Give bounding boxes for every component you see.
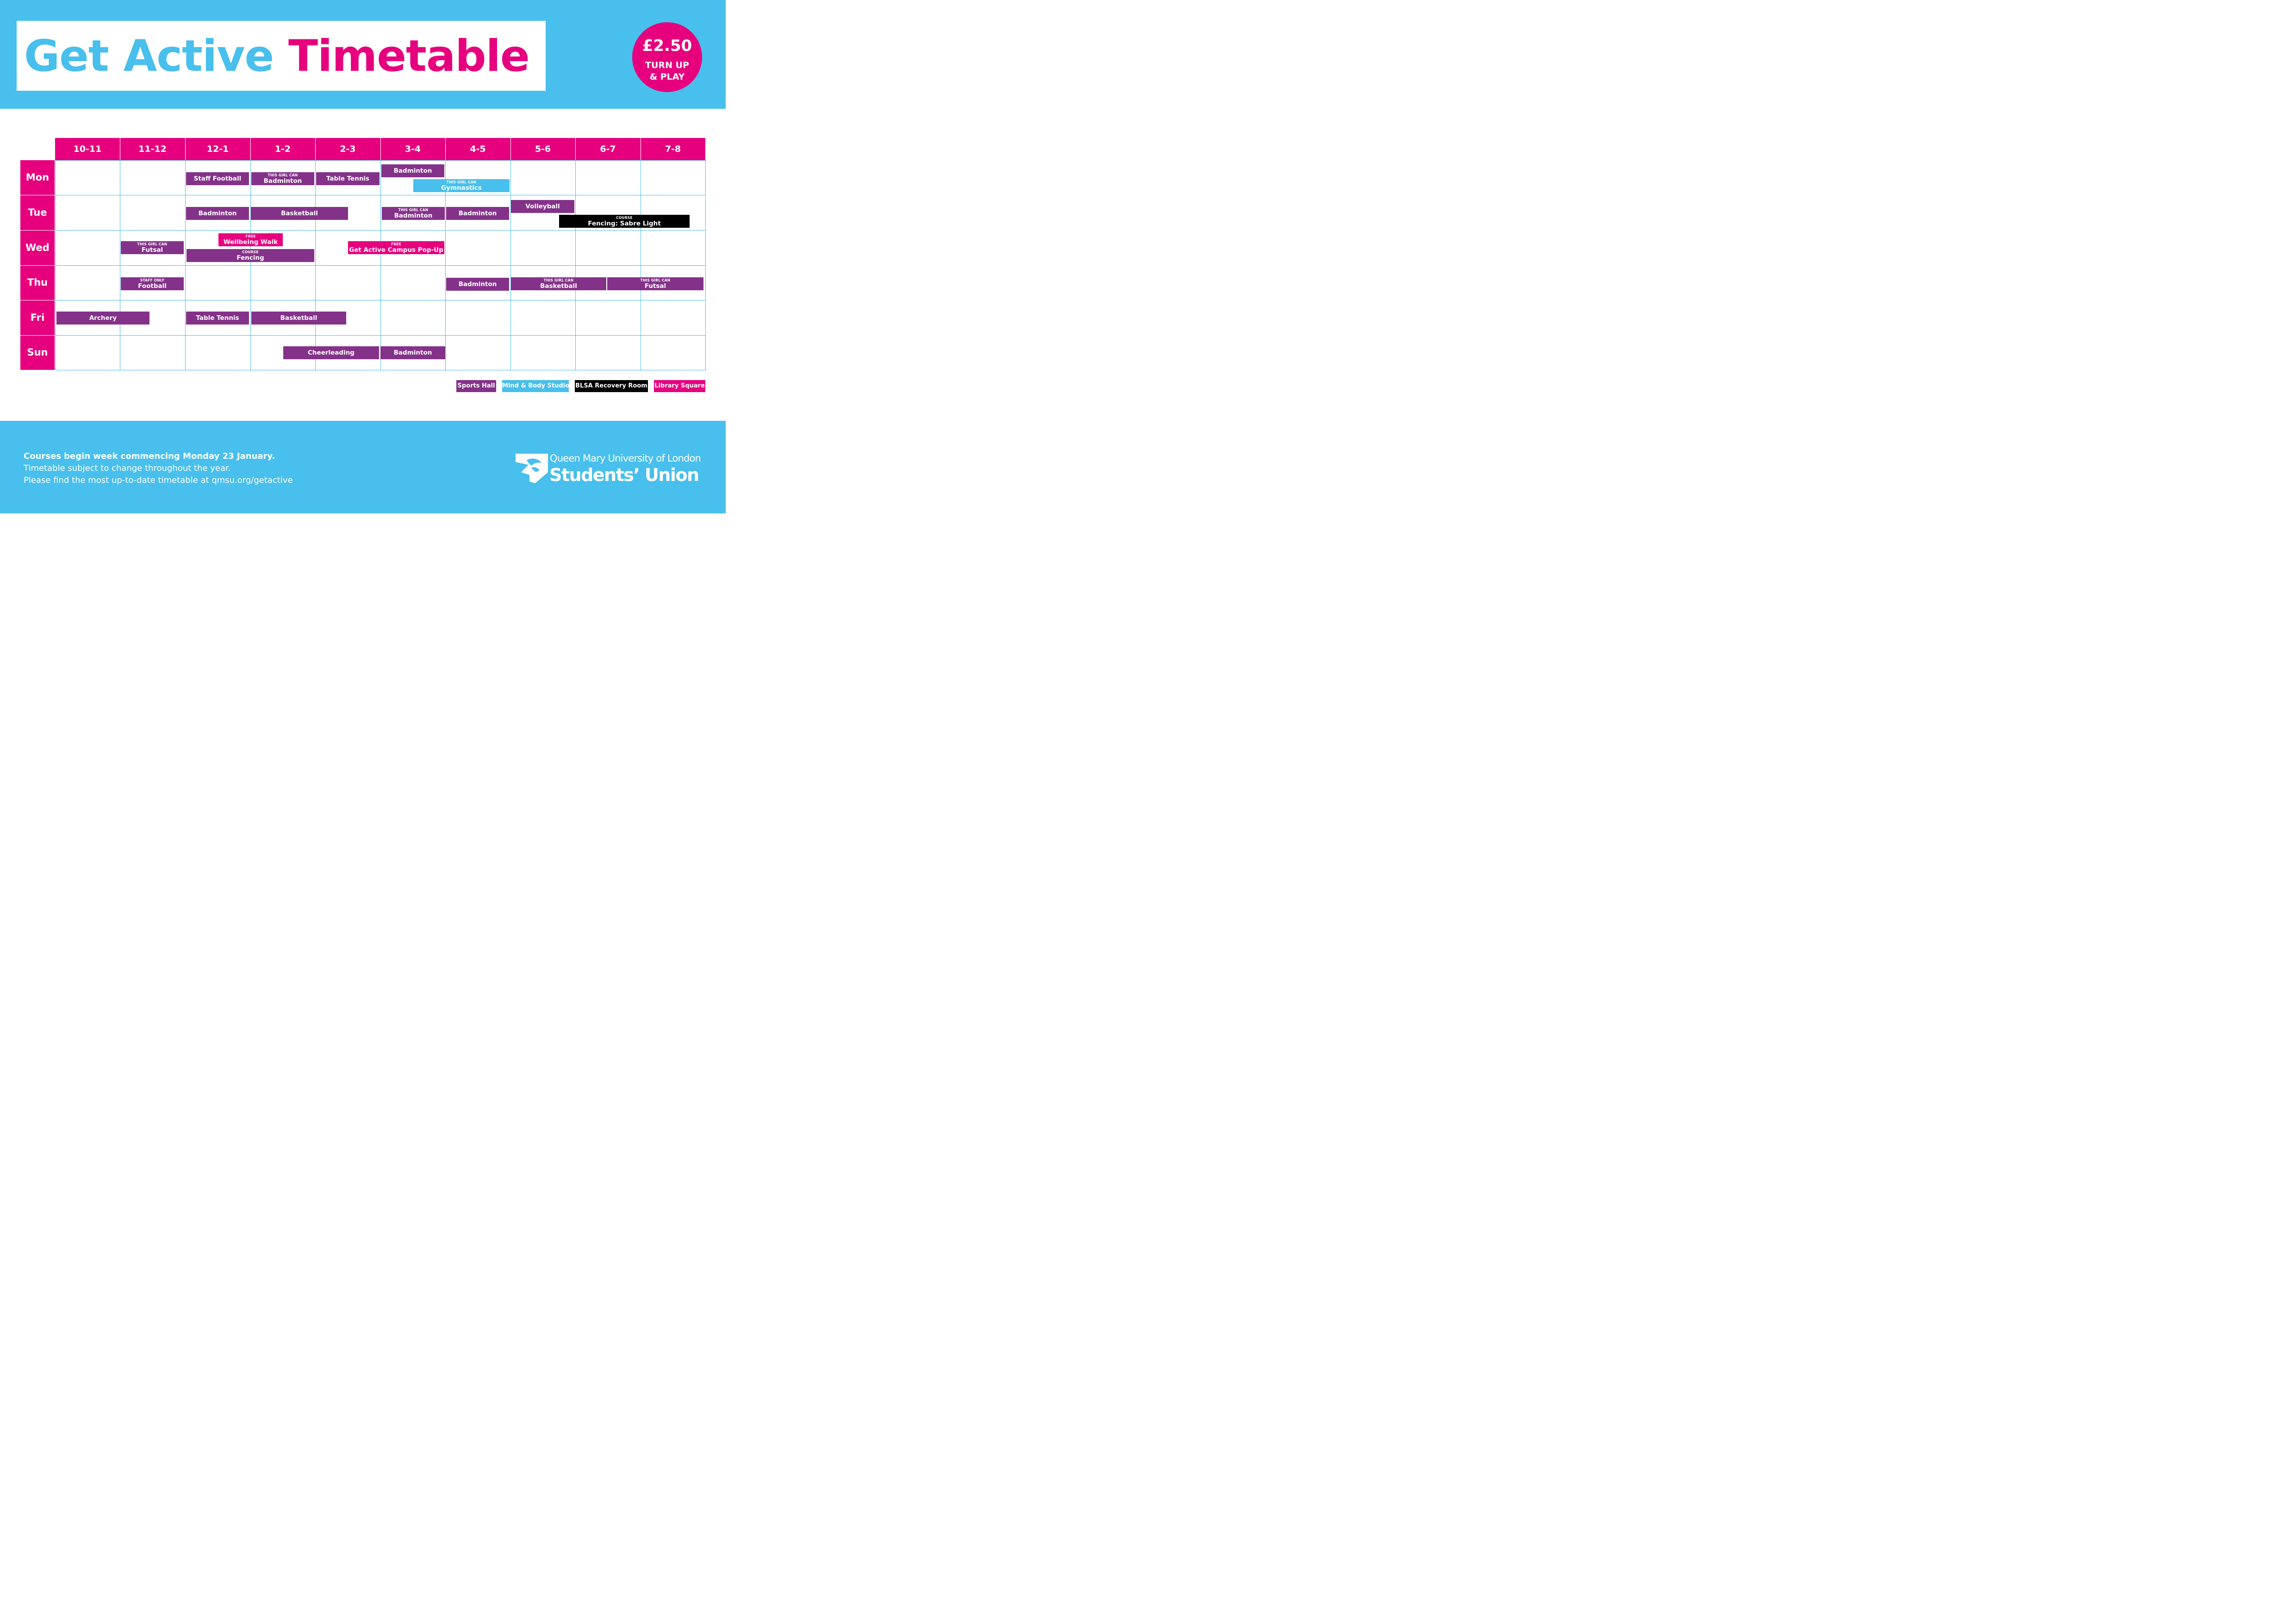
event-tag: THIS GIRL CAN	[398, 208, 429, 212]
header-divider	[380, 138, 381, 160]
day-label: Sun	[20, 335, 55, 370]
legend-library-square: Library Square	[654, 380, 705, 392]
title-part-2: Timetable	[288, 31, 529, 81]
legend-sports-hall: Sports Hall	[456, 380, 496, 392]
grid-cell	[510, 160, 576, 195]
time-slot-header: 2-3	[315, 138, 380, 160]
title-part-1: Get Active	[24, 31, 274, 81]
grid-cell	[510, 300, 576, 336]
page-title	[24, 29, 529, 84]
grid-cell	[641, 335, 706, 370]
day-label: Thu	[20, 265, 55, 300]
event-thu-football-staff-only	[121, 277, 184, 290]
event-name: Volleyball	[525, 203, 560, 210]
grid-cell	[575, 335, 641, 370]
grid-cell	[55, 195, 120, 231]
grid-cell	[641, 160, 706, 195]
event-mon-gymnastics	[413, 179, 510, 192]
day-label: Tue	[20, 195, 55, 230]
header-divider	[250, 138, 251, 160]
event-name: Football	[138, 282, 167, 290]
grid-cell	[380, 265, 446, 300]
footer-change-note: Timetable subject to change throughout the year.	[24, 463, 231, 473]
grid-cell	[445, 300, 511, 336]
event-name: Badminton	[393, 349, 432, 356]
event-name: Badminton	[458, 281, 497, 288]
event-tue-badminton-this-girl-can	[382, 207, 445, 220]
event-tag: STAFF ONLY	[140, 278, 165, 282]
event-tue-badminton-evening	[446, 207, 509, 220]
time-slot-header: 11-12	[120, 138, 185, 160]
grid-cell	[55, 265, 120, 300]
event-tue-basketball	[251, 207, 348, 220]
footer-url-note: Please find the most up-to-date timetable at qmsu.org/getactive	[24, 475, 293, 485]
event-wed-wellbeing-walk	[218, 233, 283, 246]
event-fri-archery	[56, 312, 149, 325]
event-tue-volleyball	[511, 200, 574, 213]
day-label: Mon	[20, 160, 55, 195]
event-wed-fencing-course	[187, 249, 314, 262]
header-divider	[185, 138, 186, 160]
grid-cell	[445, 230, 511, 266]
time-slot-header: 5-6	[510, 138, 575, 160]
grid-cell	[55, 230, 120, 266]
event-name: Get Active Campus Pop-Up	[349, 246, 443, 254]
event-tag: COURSE	[616, 216, 633, 220]
event-name: Basketball	[280, 314, 317, 322]
time-slot-header: 7-8	[641, 138, 705, 160]
logo-students-union: Students’ Union	[549, 465, 699, 485]
grid-cell	[575, 300, 641, 336]
grid-cell	[185, 265, 251, 300]
event-tag: THIS GIRL CAN	[268, 173, 298, 177]
event-name: Badminton	[263, 177, 302, 185]
time-slot-header: 1-2	[250, 138, 315, 160]
event-mon-table-tennis	[316, 172, 380, 185]
footer-courses-note: Courses begin week commencing Monday 23 January.	[24, 451, 275, 461]
event-tue-badminton	[186, 207, 249, 220]
event-fri-basketball	[251, 312, 346, 325]
event-name: Fencing: Sabre Light	[588, 220, 661, 227]
legend-blsa-recovery-room: BLSA Recovery Room	[575, 380, 648, 392]
qmsu-crest-icon	[516, 454, 548, 483]
event-mon-staff-football	[186, 172, 249, 185]
grid-cell	[185, 335, 251, 370]
day-divider	[20, 265, 55, 266]
event-tag: THIS GIRL CAN	[640, 278, 671, 282]
grid-cell	[510, 230, 576, 266]
event-mon-badminton	[381, 164, 444, 177]
grid-cell	[445, 335, 511, 370]
grid-cell	[575, 160, 641, 195]
day-divider	[20, 335, 55, 336]
event-fri-table-tennis	[186, 312, 249, 325]
time-slot-header: 4-5	[445, 138, 510, 160]
grid-cell	[641, 300, 706, 336]
event-name: Badminton	[198, 210, 237, 217]
grid-cell	[120, 160, 186, 195]
event-tag: FREE	[245, 234, 256, 238]
grid-cell	[380, 300, 446, 336]
event-tag: THIS GIRL CAN	[543, 278, 574, 282]
grid-cell	[120, 335, 186, 370]
event-tag: FREE	[391, 242, 401, 246]
event-mon-badminton-this-girl-can	[251, 172, 314, 185]
grid-cell	[120, 195, 186, 231]
grid-cell	[55, 160, 120, 195]
event-name: Cheerleading	[308, 349, 355, 356]
event-wed-campus-pop-up	[348, 241, 444, 254]
event-name: Table Tennis	[196, 314, 239, 322]
event-name: Table Tennis	[326, 175, 370, 182]
price-caption	[632, 60, 702, 83]
header-divider	[315, 138, 316, 160]
event-sun-cheerleading	[283, 346, 379, 359]
event-thu-basketball-this-girl-can	[511, 277, 606, 290]
logo-university-name: Queen Mary University of London	[550, 453, 701, 464]
event-name: Wellbeing Walk	[223, 238, 278, 246]
event-wed-futsal-this-girl-can	[121, 241, 184, 254]
time-slot-header: 6-7	[575, 138, 641, 160]
event-tag: COURSE	[242, 250, 259, 254]
event-name: Futsal	[644, 282, 666, 290]
price-caption-line-2: & PLAY	[649, 72, 685, 82]
header-divider	[510, 138, 511, 160]
event-name: Fencing	[236, 254, 264, 262]
day-label: Wed	[20, 230, 55, 265]
time-slot-header: 3-4	[380, 138, 445, 160]
event-name: Badminton	[458, 210, 497, 217]
event-name: Gymnastics	[441, 184, 482, 192]
event-tag: THIS GIRL CAN	[446, 180, 477, 184]
grid-cell	[641, 230, 706, 266]
legend-mind-body-studio: Mind & Body Studio	[502, 380, 569, 392]
grid-cell	[55, 335, 120, 370]
price-badge	[632, 22, 702, 92]
day-divider	[20, 230, 55, 231]
event-name: Futsal	[141, 246, 163, 254]
event-name: Basketball	[281, 210, 318, 217]
time-slot-header: 12-1	[185, 138, 250, 160]
grid-cell	[575, 230, 641, 266]
event-name: Basketball	[540, 282, 577, 290]
event-name: Badminton	[393, 167, 432, 175]
event-name: Archery	[89, 314, 117, 322]
grid-cell	[510, 335, 576, 370]
grid-cell	[315, 265, 381, 300]
event-tag: THIS GIRL CAN	[137, 242, 168, 246]
time-slot-header: 10-11	[55, 138, 120, 160]
header-divider	[445, 138, 446, 160]
price-amount: £2.50	[642, 37, 692, 55]
day-label: Fri	[20, 300, 55, 335]
event-tue-fencing-sabre-light	[559, 215, 690, 228]
grid-cell	[250, 265, 316, 300]
event-sun-badminton	[380, 346, 445, 359]
event-thu-badminton	[446, 278, 509, 291]
event-thu-futsal-this-girl-can	[607, 277, 703, 290]
event-name: Badminton	[394, 212, 433, 219]
event-name: Staff Football	[193, 175, 242, 182]
price-caption-line-1: TURN UP	[645, 60, 689, 70]
header-divider	[575, 138, 576, 160]
